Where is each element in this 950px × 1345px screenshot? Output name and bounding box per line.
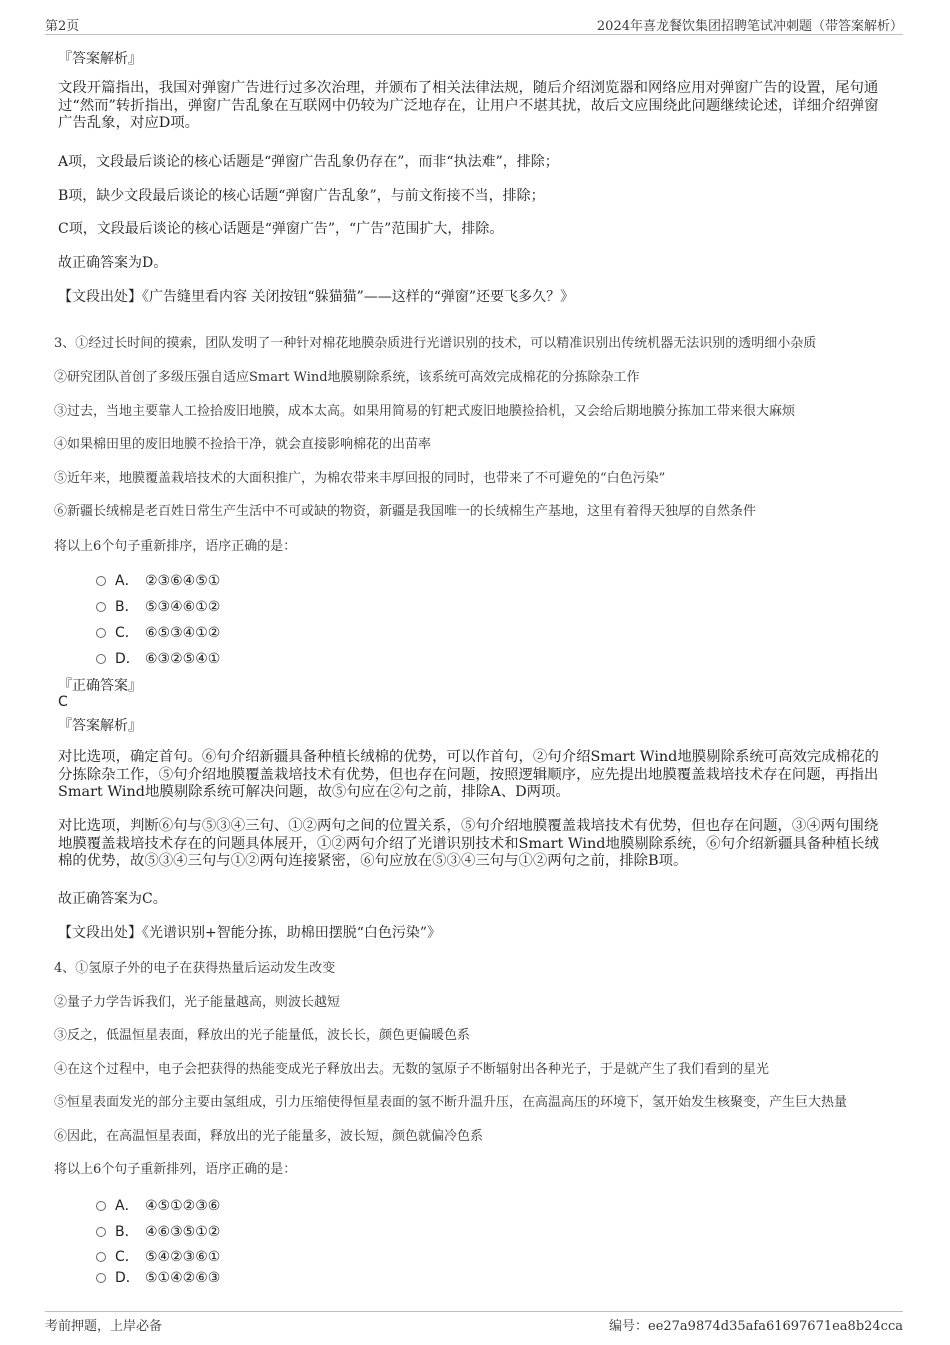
- q4-sentence-4: ④在这个过程中，电子会把获得的热能变成光子释放出去。无数的氢原子不断辐射出各种光子，于是就产生了我们看到的星光: [54, 1062, 770, 1077]
- radio-icon[interactable]: [96, 1273, 106, 1283]
- q2-conclusion: 故正确答案为D。: [58, 255, 168, 271]
- q3-sentence-2: ②研究团队首创了多级压强自适应Smart Wind地膜剔除系统，该系统可高效完成棉花的分拣除杂工作: [54, 370, 640, 385]
- q3-sentence-5: ⑤近年来，地膜覆盖栽培技术的大面积推广，为棉农带来丰厚回报的同时，也带来了不可避免的“白色污染”: [54, 471, 666, 486]
- q4-sentence-6: ⑥因此，在高温恒星表面，释放出的光子能量多，波长短，颜色就偏冷色系: [54, 1129, 484, 1144]
- q3-answer-label: 『正确答案』: [58, 678, 142, 694]
- page-number: 第2页: [45, 19, 80, 34]
- q2-analysis-label: 『答案解析』: [58, 51, 142, 67]
- q4-option-b[interactable]: B． ④⑥③⑤①②: [96, 1221, 220, 1241]
- q4-option-a[interactable]: A． ④⑤①②③⑥: [96, 1195, 220, 1215]
- q4-sentence-5: ⑤恒星表面发光的部分主要由氢组成，引力压缩使得恒星表面的氢不断升温升压，在高温高压的环境下，氢开始发生核聚变，产生巨大热量: [54, 1095, 848, 1110]
- q4-option-c[interactable]: C． ⑤④②③⑥①: [96, 1246, 220, 1266]
- radio-icon[interactable]: [96, 1227, 106, 1237]
- q3-sentence-6: ⑥新疆长绒棉是老百姓日常生产生活中不可或缺的物资，新疆是我国唯一的长绒棉生产基地，这里有着得天独厚的自然条件: [54, 504, 757, 519]
- q2-source: 【文段出处】《广告缝里看内容 关闭按钮“躲猫猫”——这样的“弹窗”还要飞多久？》: [58, 289, 575, 305]
- radio-icon[interactable]: [96, 602, 106, 612]
- q3-sentence-3: ③过去，当地主要靠人工捡拾废旧地膜，成本太高。如果用简易的钉耙式废旧地膜捡拾机，又会给后期地膜分拣加工带来很大麻烦: [54, 404, 796, 419]
- q3-source: 【文段出处】《光谱识别+智能分拣，助棉田摆脱“白色污染”》: [58, 925, 442, 941]
- q3-prompt: 将以上6个句子重新排序，语序正确的是：: [54, 539, 297, 554]
- q2-analysis-option-c: C项，文段最后谈论的核心话题是“弹窗广告”，“广告”范围扩大，排除。: [58, 221, 504, 237]
- radio-icon[interactable]: [96, 1252, 106, 1262]
- radio-icon[interactable]: [96, 576, 106, 586]
- page-footer: [45, 1311, 903, 1336]
- q3-analysis-paragraph-1: 对比选项，确定首句。⑥句介绍新疆具备种植长绒棉的优势，可以作首句，②句介绍Smart Wind地膜剔除系统可高效完成棉花的分拣除杂工作，⑤句介绍地膜覆盖栽培技术有优势，但也存在问题，按照逻辑顺序，应先提出地膜覆盖栽培技术存在问题，再指出Smart Wind地膜剔除系统可解决问题，故⑤句应在②句之前，排除A、D两项。: [58, 749, 879, 800]
- footer-slogan: 考前押题，上岸必备: [45, 1319, 163, 1334]
- q4-prompt: 将以上6个句子重新排列，语序正确的是：: [54, 1162, 297, 1177]
- q2-analysis-paragraph: 文段开篇指出，我国对弹窗广告进行过多次治理，并颁布了相关法律法规，随后介绍浏览器和网络应用对弹窗广告的设置，尾句通过“然而”转折指出，弹窗广告乱象在互联网中仍较为广泛地存在，让用户不堪其扰，故后文应围绕此问题继续论述，详细介绍弹窗广告乱象，对应D项。: [58, 80, 879, 131]
- radio-icon[interactable]: [96, 654, 106, 664]
- q4-sentence-1: 4、①氢原子外的电子在获得热量后运动发生改变: [54, 961, 336, 976]
- q3-conclusion: 故正确答案为C。: [58, 891, 167, 907]
- q3-sentence-4: ④如果棉田里的废旧地膜不捡拾干净，就会直接影响棉花的出苗率: [54, 437, 432, 452]
- q3-analysis-label: 『答案解析』: [58, 718, 142, 734]
- radio-icon[interactable]: [96, 1201, 106, 1211]
- q2-analysis-option-b: B项，缺少文段最后谈论的核心话题“弹窗广告乱象”，与前文衔接不当，排除；: [58, 188, 545, 204]
- document-id: 编号：ee27a9874d35afa61697671ea8b24cca: [609, 1319, 903, 1334]
- q3-sentence-1: 3、①经过长时间的摸索，团队发明了一种针对棉花地膜杂质进行光谱识别的技术，可以精准识别出传统机器无法识别的透明细小杂质: [54, 336, 817, 351]
- q3-option-c[interactable]: C． ⑥⑤③④①②: [96, 622, 220, 642]
- q3-analysis-paragraph-2: 对比选项，判断⑥句与⑤③④三句、①②两句之间的位置关系，⑤句介绍地膜覆盖栽培技术有优势，但也存在问题，③④两句围绕地膜覆盖栽培技术存在的问题具体展开，①②两句介绍了光谱识别技术和Smart Wind地膜剔除系统，⑥句介绍新疆具备种植长绒棉的优势，故⑤③④三句与①②两句连接紧密，⑥句应放在⑤③④三句与①②两句之前，排除B项。: [58, 818, 879, 869]
- q2-analysis-option-a: A项，文段最后谈论的核心话题是“弹窗广告乱象仍存在”，而非“执法难”，排除；: [58, 154, 559, 170]
- q3-option-a[interactable]: A． ②③⑥④⑤①: [96, 570, 220, 590]
- q3-answer: C: [58, 694, 68, 710]
- radio-icon[interactable]: [96, 628, 106, 638]
- q4-option-d[interactable]: D． ⑤①④②⑥③: [96, 1267, 220, 1287]
- q3-option-d[interactable]: D． ⑥③②⑤④①: [96, 648, 220, 668]
- q3-option-b[interactable]: B． ⑤③④⑥①②: [96, 596, 220, 616]
- page-header: [45, 14, 903, 35]
- q4-sentence-2: ②量子力学告诉我们，光子能量越高，则波长越短: [54, 995, 341, 1010]
- document-title: 2024年喜龙餐饮集团招聘笔试冲刺题（带答案解析）: [596, 19, 903, 34]
- q4-sentence-3: ③反之，低温恒星表面，释放出的光子能量低，波长长，颜色更偏暖色系: [54, 1028, 471, 1043]
